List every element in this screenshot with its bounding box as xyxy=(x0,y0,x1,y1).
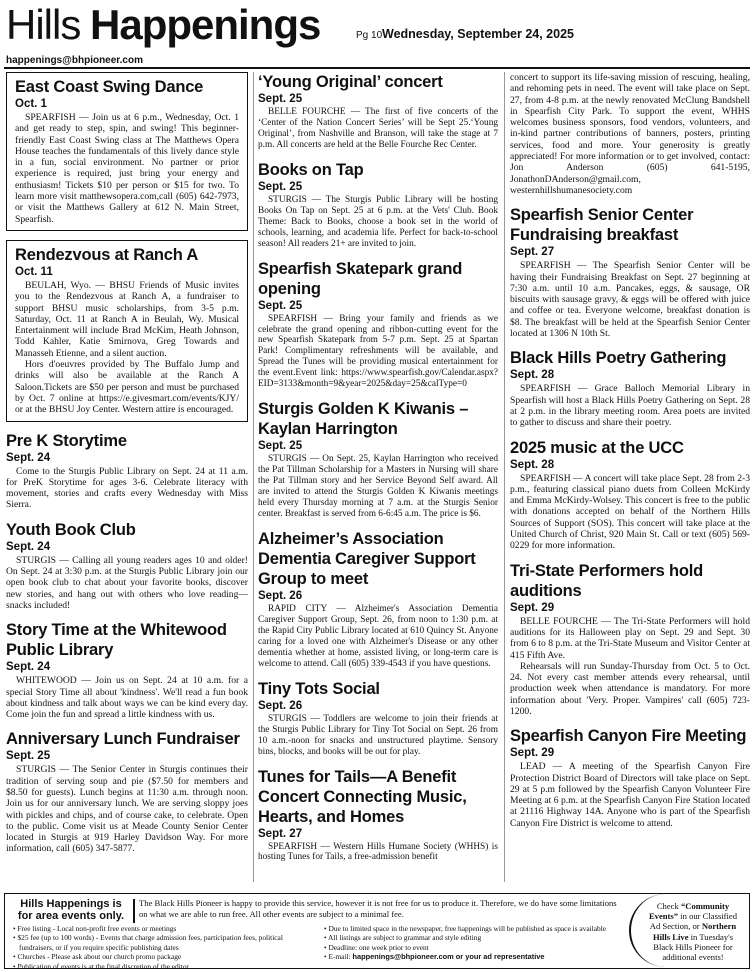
email-address[interactable]: happenings@bhpioneer.com or your ad representative xyxy=(352,952,545,962)
article-tri-state-performers-hold-auditions xyxy=(510,561,750,718)
footer-rules xyxy=(13,924,623,971)
rule-item xyxy=(324,952,623,961)
promo-rest: in Tuesday's Black Hills Pioneer for additional events! xyxy=(653,931,734,963)
article-body xyxy=(6,466,248,511)
article-paragraph: SPEARFISH — Western Hills Humane Society (WHHS) is hosting Tunes for Tails, a free-admission benefit xyxy=(258,841,498,863)
article-body xyxy=(510,260,750,339)
rule-item: • Deadline: one week prior to event xyxy=(324,943,623,952)
article-sturgis-golden-k-kiwanis-kaylan-harringt xyxy=(258,399,498,520)
promo-box xyxy=(629,894,749,967)
article-body xyxy=(15,280,239,416)
footer-title: Hills Happenings is for area events only. xyxy=(17,898,125,922)
article-headline: Books on Tap xyxy=(258,160,364,179)
article-date: Sept. 26 xyxy=(258,699,303,712)
article-paragraph: SPEARFISH — Join us at 6 p.m., Wednesday, Oct. 1 and get ready to step, spin, and swing! This beginner-friendly East Coast Swing class at The Matthews Opera House teaches the fundamentals of this lively dance style in a fun, social environment. No partner or prior experience is required, just bring your energy and enthusiasm! Tickets $10 per person or $15 for two. To learn more visit matthewsopera.com,call (605) 642-7973, or visit the Matthews Gallery at 612 N. Main Street, Spearfish. xyxy=(15,112,239,225)
article-date: Sept. 25 xyxy=(258,299,303,312)
footer-divider xyxy=(133,899,135,923)
article-headline: Sturgis Golden K Kiwanis – Kaylan Harrington xyxy=(258,400,469,439)
article-body xyxy=(510,383,750,428)
article-tiny-tots-social xyxy=(258,679,498,758)
masthead xyxy=(6,0,750,56)
article-black-hills-poetry-gathering xyxy=(510,348,750,428)
column-left xyxy=(6,72,248,864)
column-right xyxy=(510,72,750,838)
article-spearfish-canyon-fire-meeting xyxy=(510,726,750,829)
article-headline: Spearfish Skatepark grand opening xyxy=(258,259,463,298)
article-date: Sept. 25 xyxy=(258,440,303,453)
article-paragraph: BELLE FOURCHE — The Tri-State Performers will hold auditions for its Halloween play on Sept. 29 and Sept. 30 from 6 to 8 p.m. at the Tri-State Museum and Visitor Center at 415 Fifth Ave. xyxy=(510,615,750,661)
article-paragraph: STURGIS — The Sturgis Public Library will be hosting Books On Tap on Sept. 25 at 6 p.m. at the Vets' Club. Book Theme: Back to Books, choose a book set in the world of schools, learning, and academia life. Perfect for back-to-school season! All readers 21+ are invited to join. xyxy=(258,194,498,249)
article-young-original-concert xyxy=(258,72,498,151)
rules-list-left xyxy=(13,924,312,971)
article-date: Oct. 1 xyxy=(15,98,47,110)
issue-date: Wednesday, September 24, 2025 xyxy=(382,27,574,41)
article-story-time-at-the-whitewood-public-libra xyxy=(6,620,248,720)
article-headline: Youth Book Club xyxy=(6,520,136,539)
rules-list-right xyxy=(324,924,623,971)
article-body xyxy=(510,761,750,829)
article-paragraph: Rehearsals will run Sunday-Thursday from Oct. 5 to Oct. 24. Not every cast member attends every rehearsal, until production week when attendance is mandatory. For more information about 'Very. Proper. Vampires' call (605) 723-1200. xyxy=(510,660,750,717)
article-body xyxy=(15,112,239,225)
article-books-on-tap xyxy=(258,160,498,250)
article-anniversary-lunch-fundraiser xyxy=(6,729,248,854)
rule-item: • All listings are subject to grammar and style editing xyxy=(324,933,623,942)
masthead-rule xyxy=(4,67,750,69)
article-date: Sept. 25 xyxy=(258,180,303,193)
brand-bold: Happenings xyxy=(90,1,321,48)
article-headline: Anniversary Lunch Fundraiser xyxy=(6,730,240,749)
article-body xyxy=(258,454,498,520)
article-headline: Alzheimer’s Association Dementia Caregiver Support Group to meet xyxy=(258,529,476,588)
article-paragraph: concert to support its life-saving mission of rescuing, healing, and rehoming pets in need. The event will take place on Sept. 27, from 4-8 p.m. at the newly renovated McClung Bandshell in Spearfish City Park. To support the event, WHHS welcomes business sponsors, food vendors, volunteers, and in-kind partner contributions of banners, posters, printing services, food and more. Your generosity is greatly appreciated! For more information or to get involved, contact: Jon Anderson (605) 641-5195, JonathonDAnderson@gmail.com, westernhillshumanesociety.com xyxy=(510,72,750,196)
article-date: Oct. 11 xyxy=(15,265,53,278)
article-body xyxy=(258,604,498,670)
article-headline: Spearfish Canyon Fire Meeting xyxy=(510,727,747,746)
article-date: Sept. 26 xyxy=(258,589,303,602)
article-spearfish-senior-center-fundraising-brea xyxy=(510,205,750,339)
article-headline: Tiny Tots Social xyxy=(258,679,380,698)
contact-email[interactable]: happenings@bhpioneer.com xyxy=(6,55,143,66)
article-body xyxy=(510,473,750,552)
rule-item: • Free listing - Local non-profit free events or meetings xyxy=(13,924,312,933)
article-headline: Black Hills Poetry Gathering xyxy=(510,349,727,368)
article-continued xyxy=(510,72,750,196)
article-body xyxy=(258,842,498,864)
article-youth-book-club xyxy=(6,520,248,611)
article-paragraph: Hors d'oeuvres provided by The Buffalo Jump and drinks will also be available at the Ranch A Saloon.Tickets are $50 per person and must be purchased by Oct. 7 online at https://e.givesmart.com/events/KJY/ or at the BHSU Joy Center. Western attire is encouraged. xyxy=(15,359,239,416)
article-rendezvous-at-ranch-a xyxy=(6,240,248,422)
article-alzheimer-s-association-dementia-caregiv xyxy=(258,529,498,670)
article-pre-k-storytime xyxy=(6,431,248,511)
article-tunes-for-tails-a-benefit-concert-connec xyxy=(258,767,498,864)
page-number: Pg 10 xyxy=(356,30,383,41)
article-date: Sept. 24 xyxy=(6,661,51,674)
article-date: Sept. 24 xyxy=(6,540,51,553)
article-headline: East Coast Swing Dance xyxy=(15,78,204,96)
article-body xyxy=(258,714,498,758)
article-paragraph: SPEARFISH — Grace Balloch Memorial Library in Spearfish will host a Black Hills Poetry Gathering on Sept. 28 at 2 p.m. in the library meeting room. Area poets are invited to gather to discuss and share their poetry. xyxy=(510,383,750,429)
article-body xyxy=(510,616,750,718)
article-headline: Tri-State Performers hold auditions xyxy=(510,561,704,600)
article-east-coast-swing-dance xyxy=(6,72,248,231)
article-date: Sept. 24 xyxy=(6,451,51,464)
article-paragraph: Come to the Sturgis Public Library on Sept. 24 at 11 a.m. for PreK Storytime for ages 3-6. Celebrate literacy with movement, stories and crafts every Wednesday with Miss Sierra. xyxy=(6,465,248,511)
article-paragraph: BEULAH, Wyo. — BHSU Friends of Music invites you to the Rendezvous at Ranch A, a fundraiser to support BHSU music scholarships, from 3-5 p.m. Saturday, Oct. 11 at Ranch A in Beulah, Wy. Musical Entertainment will include Brad McKim, Heath Johnson, Todd Kahler, Katie Smirnova, Greg Towards and Manasseh Etienne, and a silent auction. xyxy=(15,279,239,359)
article-date: Sept. 25 xyxy=(6,750,51,763)
article-paragraph: BELLE FOURCHE — The first of five concerts of the ‘Center of the Nation Concert Series’ will be Sept 25.‘Young Original’, from Nashville and Branson, will take the stage at 7 p.m. All concerts are held at the Belle Fourche Rec Center. xyxy=(258,107,498,150)
column-divider xyxy=(504,72,505,882)
article-2025-music-at-the-ucc xyxy=(510,438,750,552)
article-date: Sept. 25 xyxy=(258,93,303,105)
article-paragraph: STURGIS — Toddlers are welcome to join their friends at the Sturgis Public Library for Tiny Tot Social on Sept. 26 from 10 a.m.-noon for snacks and unstructured playtime. Sensory bins, blocks, and books will be out for play. xyxy=(258,713,498,757)
article-paragraph: RAPID CITY — Alzheimer's Association Dementia Caregiver Support Group, Sept. 26, from noon to 1:30 p.m. at the Rapid City Public Library located at 610 Quincy St. Anyone caring for a loved one with Alzheimer's Disease or any other dementia whether at home, assisted living, or long-term care is welcome to attend. Call (605) 339-4543 if you have questions. xyxy=(258,603,498,669)
article-headline: Rendezvous at Ranch A xyxy=(15,245,199,264)
footer-box xyxy=(4,893,750,969)
article-paragraph: STURGIS — On Sept. 25, Kaylan Harrington who received the Pat Tillman Scholarship for a Masters in Nursing will share the Pat Tillman story and her Service Beyond Self award. All are invited to attend the Sturgis Golden K Kiwanis meetings held every Thursday morning at 7 a.m. at the Sturgis Senior center. Breakfast is served from 6-6:45 a.m. The price is $6. xyxy=(258,454,498,520)
promo-community-events: “Community Events” xyxy=(648,901,730,922)
rule-item: • Churches - Please ask about our church promo package xyxy=(13,952,312,961)
article-headline: ‘Young Original’ concert xyxy=(258,73,443,91)
article-headline: Story Time at the Whitewood Public Library xyxy=(6,621,227,660)
article-body xyxy=(258,314,498,391)
promo-classified: in our Classified Ad Section, or xyxy=(649,911,738,932)
promo-check: Check xyxy=(656,901,679,911)
article-date: Sept. 28 xyxy=(510,369,555,382)
article-body xyxy=(6,675,248,720)
article-date: Sept. 27 xyxy=(258,827,303,840)
column-middle xyxy=(258,72,498,872)
article-paragraph: STURGIS — The Senior Center in Sturgis continues their tradition of serving soup and pie ($7.50 for members and $8.50 for guests). Lunch begins at 11:30 a.m. through noon. Join us for our anniversary lunch. We are serving sloppy joes with pickles and chips, and of course cake, to celebrate. Open to the public. Come visit us at Meade County Senior Center located in Sturgis at 919 Harley Davidson Way. For more information, call (605) 347-5877. xyxy=(6,764,248,855)
article-headline: Pre K Storytime xyxy=(6,431,127,450)
article-paragraph: LEAD — A meeting of the Spearfish Canyon Fire Protection District Board of Directors will take place on Sept. 29 at 5 p.m followed by the Spearfish Canyon Volunteer Fire Meeting at 6 p.m. at the Spearfish Canyon Fire Station located at 21116 Highway 14A. Anyone who is part of the Spearfish Canyon Fire District is welcome to attend. xyxy=(510,761,750,829)
article-body xyxy=(258,107,498,151)
article-date: Sept. 28 xyxy=(510,458,555,471)
rule-item: • $25 fee (up to 100 words) - Events that charge admission fees, participation fees, political fundraisers, or if you require specific publishing dates xyxy=(13,933,312,952)
article-date: Sept. 29 xyxy=(510,601,555,614)
article-body xyxy=(6,764,248,854)
email-prefix: E-mail: xyxy=(328,952,351,962)
footer-intro: The Black Hills Pioneer is happy to provide this service, however it is not free for us to produce it. Therefore, we do have some limitations on what we are able to run free. All other events are subject to a minimal fee. xyxy=(139,898,617,919)
rule-item: • Due to limited space in the newspaper, free happenings will be published as space is available xyxy=(324,924,623,933)
article-headline: Spearfish Senior Center Fundraising breakfast xyxy=(510,206,694,245)
rule-item: • Publication of events is at the final discretion of the editor xyxy=(13,962,312,971)
article-date: Sept. 27 xyxy=(510,246,555,259)
article-body xyxy=(6,555,248,611)
article-paragraph: STURGIS — Calling all young readers ages 10 and older! On Sept. 24 at 3:30 p.m. at the Sturgis Public Library join our open book club to chat about your favorite books, discover new stories, and hang out with others who love reading—snacks included! xyxy=(6,554,248,611)
article-paragraph: SPEARFISH — The Spearfish Senior Center will be having their Fundraising Breakfast on Sept. 27 beginning at 7:30 a.m. until 10 a.m. Pancakes, eggs, & sausage, OR biscuits with sausage gravy, & eggs will be offered with juice and coffee or tea. Everyone welcome, breakfast donation is $8. The breakfast will be held at the Spearfish Senior Center located at 1306 N 10th St. xyxy=(510,260,750,340)
article-headline: Tunes for Tails—A Benefit Concert Connecting Music, Hearts, and Homes xyxy=(258,767,467,826)
promo-northern-hills-live: Northern Hills Live xyxy=(652,921,737,942)
article-paragraph: SPEARFISH — Bring your family and friends as we celebrate the grand opening and ribbon-cutting event for the new Spearfish Skatepark from 5-7 p.m. Sept. 25 at Spartan Park! Complimentary refreshments will be available, and Spread the Tunes will be providing musical entertainment for the event.Event link: https://www.spearfish.gov/Calendar.aspx?EID=3133&month=9&year=2025&day=25&calType=0 xyxy=(258,313,498,390)
column-divider xyxy=(253,72,254,882)
article-paragraph: SPEARFISH — A concert will take place Sept. 28 from 2-3 p.m., featuring classical piano duets from Colleen McKirdy and Emma McKirdy-Wolsey. This concert is free to the public with donations accepted on behalf of the Northern Hills Sources of Support (SOS). This concert will take place at the United Church of Christ, 920 Main St. Call or text (605) 569-0229 for more information. xyxy=(510,472,750,552)
article-spearfish-skatepark-grand-opening xyxy=(258,259,498,391)
article-headline: 2025 music at the UCC xyxy=(510,438,684,457)
article-body xyxy=(510,72,750,196)
article-date: Sept. 29 xyxy=(510,747,555,760)
article-paragraph: WHITEWOOD — Join us on Sept. 24 at 10 a.m. for a special Story Time all about 'kindness'. We'll read a fun book about kindness and talk about ways we can be kind every day. Come join the fun and spread a little kindness with us. xyxy=(6,675,248,721)
article-body xyxy=(258,195,498,250)
brand-thin: Hills xyxy=(6,1,81,48)
